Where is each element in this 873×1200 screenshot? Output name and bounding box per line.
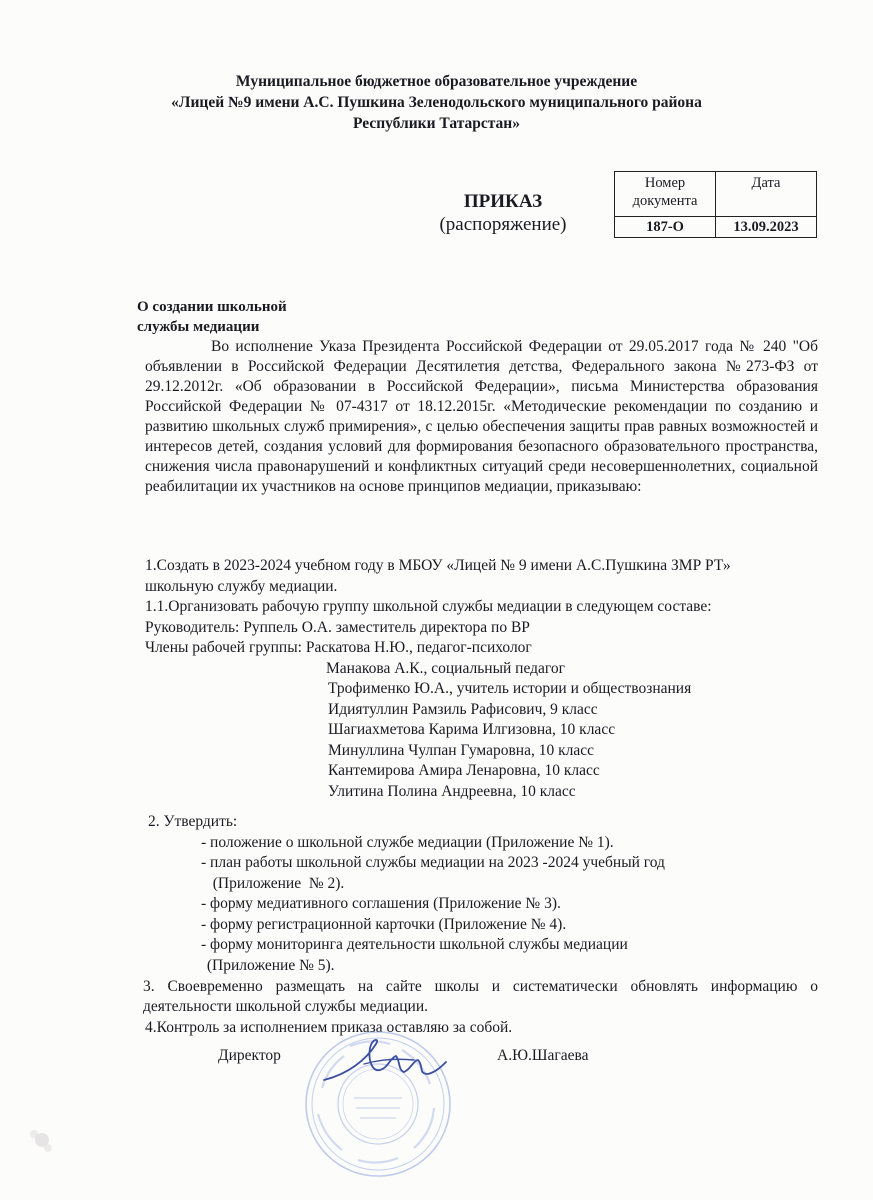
document-date-value: 13.09.2023 <box>716 217 817 238</box>
member-item: Идиятуллин Рамзиль Рафисович, 9 класс <box>328 700 598 718</box>
group-leader: Руководитель: Руппель О.А. заместитель директора по ВР <box>145 618 530 636</box>
item-4: 4.Контроль за исполнением приказа оставляю за собой. <box>145 1019 513 1036</box>
members-label: Члены рабочей группы: <box>145 639 306 656</box>
member-item: Минуллина Чулпан Гумаровна, 10 класс <box>328 741 594 759</box>
subject-line2: службы медиации <box>137 319 260 335</box>
signature-name: А.Ю.Шагаева <box>497 1047 589 1064</box>
number-header-cell <box>615 172 716 217</box>
org-name-line3: Республики Татарстан» <box>352 115 520 132</box>
member-item: Манакова А.К., социальный педагог <box>326 659 565 677</box>
order-subtitle: (распоряжение) <box>439 214 567 235</box>
item-3: 3. Своевременно размещать на сайте школы и систематически обновлять информацию о деятельности школьной службы медиации. <box>143 978 818 1015</box>
order-subject <box>137 297 287 337</box>
org-name-line2: «Лицей №9 имени А.С. Пушкина Зеленодольского муниципального района <box>171 94 702 111</box>
approve-item: - форму регистрационной карточки (Приложение № 4). <box>201 915 567 933</box>
approve-item: (Приложение № 5). <box>203 956 335 974</box>
subject-line1: О создании школьной <box>137 299 287 315</box>
approve-item: - положение о школьной службе медиации (Приложение № 1). <box>201 833 614 851</box>
number-header-line2: документа <box>632 193 698 209</box>
member-item: Шагиахметова Карима Илгизовна, 10 класс <box>328 721 616 738</box>
approve-item: - план работы школьной службы медиации на 2023 -2024 учебный год <box>201 854 665 871</box>
handwritten-signature <box>318 1030 458 1090</box>
item-1-1: 1.1.Организовать рабочую группу школьной службы медиации в следующем составе: <box>145 598 712 615</box>
signature-position: Директор <box>218 1047 281 1064</box>
item-1 <box>145 556 818 802</box>
item-1-line1: 1.Создать в 2023-2024 учебном году в МБОУ «Лицей № 9 имени А.С.Пушкина ЗМР РТ» <box>145 557 731 574</box>
order-title: ПРИКАЗ <box>463 191 543 212</box>
member-item: Кантемирова Амира Ленаровна, 10 класс <box>328 762 600 779</box>
item-2 <box>145 812 818 976</box>
number-header-line1: Номер <box>644 175 686 191</box>
member-item: Улитина Полина Андреевна, 10 класс <box>328 782 576 800</box>
preamble-paragraph: Во исполнение Указа Президента Российской Федерации от 29.05.2017 года № 240 "Об объявлении в Российской Федерации Десятилетия детства, Федерального закона №273-ФЗ от 29.12.2012г. «Об образовании в Российской Федерации», письма Министерства образования Российской Федерации № 07-4317 от 18.12.2015г. «Методические рекомендации по созданию и развитию школьных служб примирения», с целью обеспечения защиты прав равных возможностей и интересов детей, создания условий для формирования безопасного образовательного пространства, снижения числа правонарушений и конфликтных ситуаций среди несовершеннолетних, социальной реабилитации их участников на основе принципов медиации, приказываю: <box>145 338 818 495</box>
document-number-value: 187-О <box>615 217 716 238</box>
document-number-table <box>614 171 817 238</box>
date-header-cell: Дата <box>716 172 817 217</box>
approve-item: (Приложение № 2). <box>205 874 345 892</box>
members-first-row <box>145 638 818 659</box>
member-item: Раскатова Н.Ю., педагог-психолог <box>305 639 532 656</box>
approve-item: - форму мониторинга деятельности школьной службы медиации <box>201 936 628 953</box>
paper-smudge <box>22 1120 62 1160</box>
item-1-line2: школьную службу медиации. <box>145 577 338 595</box>
item-2-title: 2. Утвердить: <box>148 813 238 830</box>
member-item: Трофименко Ю.А., учитель истории и обществознания <box>328 680 692 697</box>
approve-item: - форму медиативного соглашения (Приложение № 3). <box>201 895 561 912</box>
org-name-line1: Муниципальное бюджетное образовательное учреждение <box>235 73 638 90</box>
